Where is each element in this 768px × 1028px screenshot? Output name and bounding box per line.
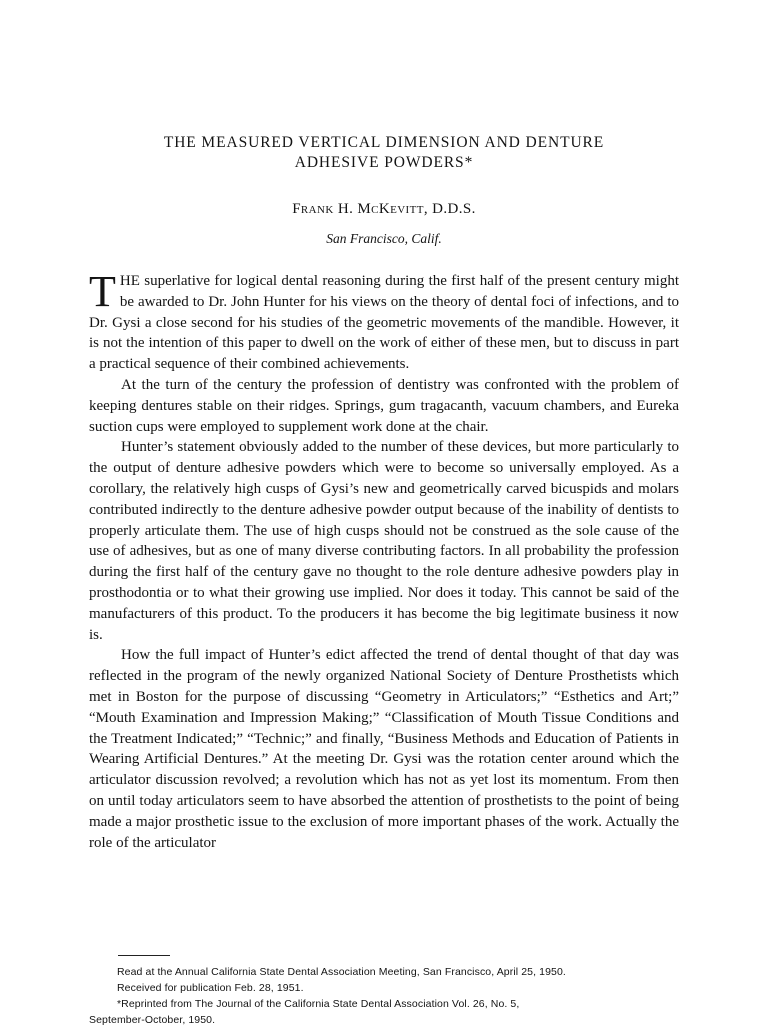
paragraph-1 — [89, 267, 679, 375]
footnotes — [89, 964, 679, 1028]
paragraph-4: How the full impact of Hunter’s edict affected the trend of dental thought of that day was reflected in the program of the newly organized National Society of Denture Prosthetists which met in Boston for the purpose of discussing “Geometry in Articulators;” “Esthetics and Art;” “Mouth Examination and Impression Making;” “Classification of Mouth Tissue Conditions and the Treatment Indicated;” “Technic;” and finally, “Business Methods and Education of Patients in Wearing Artificial Dentures.” At the meeting Dr. Gysi was the rotation center around which the articulator discussion revolved; a revolution which has not as yet lost its momentum. From then on until today articulators seem to have absorbed the attention of prosthetists to the point of being made a major prosthetic issue to the exclusion of more important phases of the work. Actually the role of the articulator — [89, 647, 679, 851]
paragraph-3: Hunter’s statement obviously added to the number of these devices, but more particularly to the output of denture adhesive powders which were to become so universally employed. As a corollary, the relatively high cusps of Gysi’s new and geometrically carved bicuspids and molars contributed indirectly to the denture adhesive powder output because of the inability of dentists to properly articulate them. The use of high cusps should not be construed as the sole cause of the use of adhesives, but as one of many diverse contributing factors. In all probability the profession during the first half of the century gave no thought to the role denture adhesive powders play in prosthodontia or to what their growing use implied. Nor does it today. This cannot be said of the manufacturers of this product. To the producers it has become the big legitimate business it now is. — [89, 439, 679, 643]
author-affiliation: San Francisco, Calif. — [326, 231, 442, 246]
article-body — [89, 267, 679, 853]
paragraph-2: At the turn of the century the profession of dentistry was confronted with the problem of keeping dentures stable on their ridges. Springs, gum tragacanth, vacuum chambers, and Eureka suction cups were employed to supplement work done at the chair. — [89, 376, 679, 435]
title-line-1: THE MEASURED VERTICAL DIMENSION AND DENTURE — [163, 134, 605, 151]
footnote-reprint: *Reprinted from The Journal of the California State Dental Association Vol. 26, No. 5, — [117, 998, 520, 1010]
drop-cap: T — [89, 267, 116, 316]
author-name: Frank H. McKevitt, D.D.S. — [292, 201, 476, 217]
footnote-received: Received for publication Feb. 28, 1951. — [117, 982, 304, 994]
article-title — [100, 133, 668, 173]
footnote-divider — [118, 955, 170, 956]
footnote-reprint-continued: September-October, 1950. — [89, 1014, 216, 1026]
paragraph-1-text: HE superlative for logical dental reasoning during the first half of the present century might be awarded to Dr. John Hunter for his views on the theory of dental foci of infections, and to Dr. Gysi a close second for his studies of the geometric movements of the mandible. However, it is not the intention of this paper to dwell on the work of either of these men, but to discuss in part a practical sequence of their combined achievements. — [89, 273, 679, 373]
footnote-presentation: Read at the Annual California State Dental Association Meeting, San Francisco, April 25, 1950. — [117, 966, 566, 978]
title-line-2: ADHESIVE POWDERS* — [294, 154, 474, 171]
